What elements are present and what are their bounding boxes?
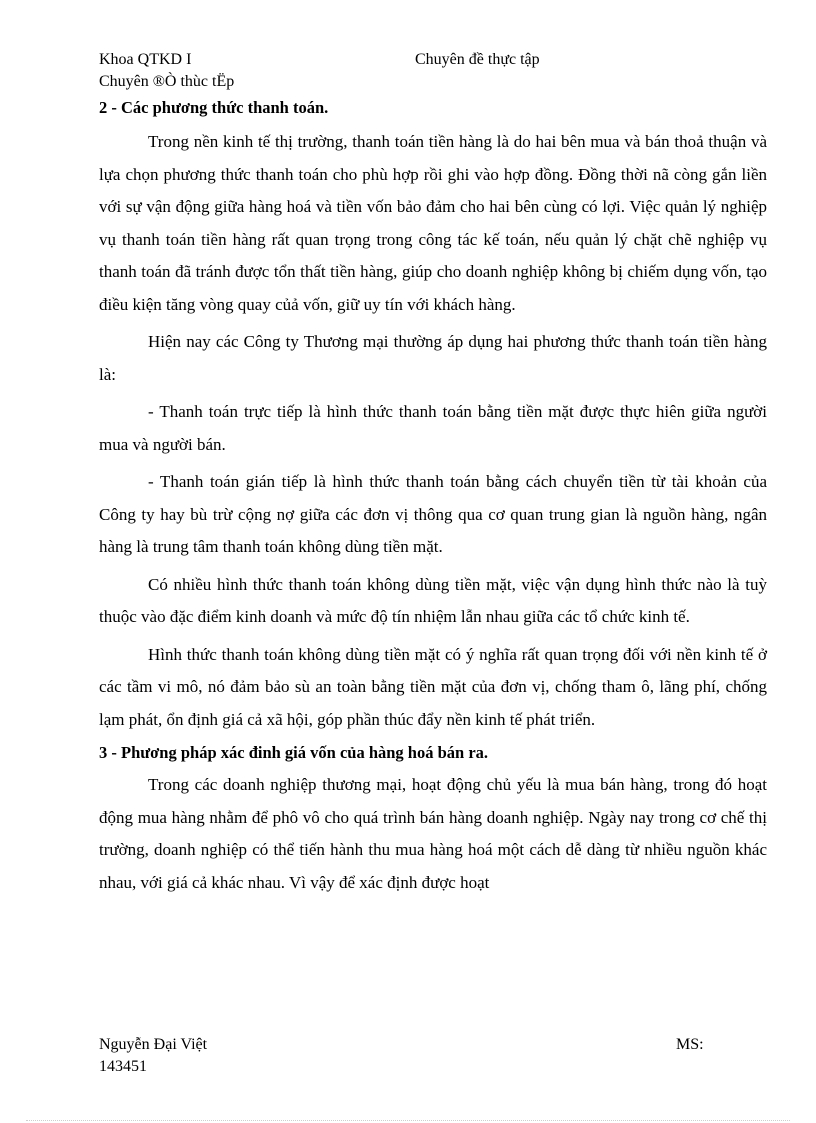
section-3-paragraph-1: Trong các doanh nghiệp thương mại, hoạt động chủ yếu là mua bán hàng, trong đó hoạt động mua hàng nhằm để phô vô cho quá trình bán hàng doanh nghiệp. Ngày nay trong cơ chế thị trường, doanh nghiệp có thể tiến hành thu mua hàng hoá một cách dễ dàng từ nhiều nguồn khác nhau, với giá cả khác nhau. Vì vậy để xác định được hoạt: [99, 775, 767, 892]
section-2-paragraph-5: Có nhiều hình thức thanh toán không dùng tiền mặt, việc vận dụng hình thức nào là tuỳ thuộc vào đặc điểm kinh doanh và mức độ tín nhiệm lẫn nhau giữa các tổ chức kinh tế.: [99, 574, 767, 626]
header-garbled-title: Chuyên ®Ò thùc tËp: [99, 73, 235, 90]
header-department: Khoa QTKD I: [99, 51, 192, 68]
footer-author: Nguyễn Đại Việt: [99, 1036, 208, 1053]
section-2-paragraph-2: Hiện nay các Công ty Thương mại thường áp dụng hai phương thức thanh toán tiền hàng là:: [99, 332, 767, 384]
header-document-type: Chuyên đề thực tập: [415, 51, 540, 68]
section-2-paragraph-direct-payment: - Thanh toán trực tiếp là hình thức thanh toán bằng tiền mặt được thực hiên giữa người mua và người bán.: [99, 402, 767, 454]
section-2-paragraph-1: Trong nền kinh tế thị trường, thanh toán tiền hàng là do hai bên mua và bán thoả thuận và lựa chọn phương thức thanh toán cho phù hợp rồi ghi vào hợp đồng. Đồng thời nã còng gắn liền với sự vận động giữa hàng hoá và tiền vốn bảo đảm cho hai bên cùng có lợi. Việc quản lý nghiệp vụ thanh toán tiền hàng rất quan trọng trong công tác kế toán, nếu quản lý chặt chẽ nghiệp vụ thanh toán đã tránh được tổn thất tiền hàng, giúp cho doanh nghiệp không bị chiếm dụng vốn, tạo điều kiện tăng vòng quay củả vốn, giữ uy tín với khách hàng.: [99, 132, 767, 314]
section-3-heading: 3 - Phương pháp xác đinh giá vốn của hàng hoá bán ra.: [99, 743, 489, 762]
section-2-paragraph-indirect-payment: - Thanh toán gián tiếp là hình thức thanh toán bằng cách chuyển tiền từ tài khoản của Công ty hay bù trừ cộng nợ giữa các đơn vị thông qua cơ quan trung gian là nguồn hàng, ngân hàng là trung tâm thanh toán không dùng tiền mặt.: [99, 472, 767, 556]
page-bottom-divider: [26, 1120, 790, 1121]
section-2-paragraph-6: Hình thức thanh toán không dùng tiền mặt có ý nghĩa rất quan trọng đối với nền kinh tế ở các tầm vi mô, nó đảm bảo sù an toàn bằng tiền mặt của đơn vị, chống tham ô, lãng phí, chống lạm phát, ổn định giá cả xã hội, góp phần thúc đẩy nền kinh tế phát triển.: [99, 644, 767, 729]
footer-ms-number: 143451: [99, 1058, 147, 1075]
section-2-heading: 2 - Các phương thức thanh toán.: [99, 98, 329, 117]
footer-ms-label: MS:: [676, 1036, 704, 1053]
document-body: [99, 96, 767, 904]
